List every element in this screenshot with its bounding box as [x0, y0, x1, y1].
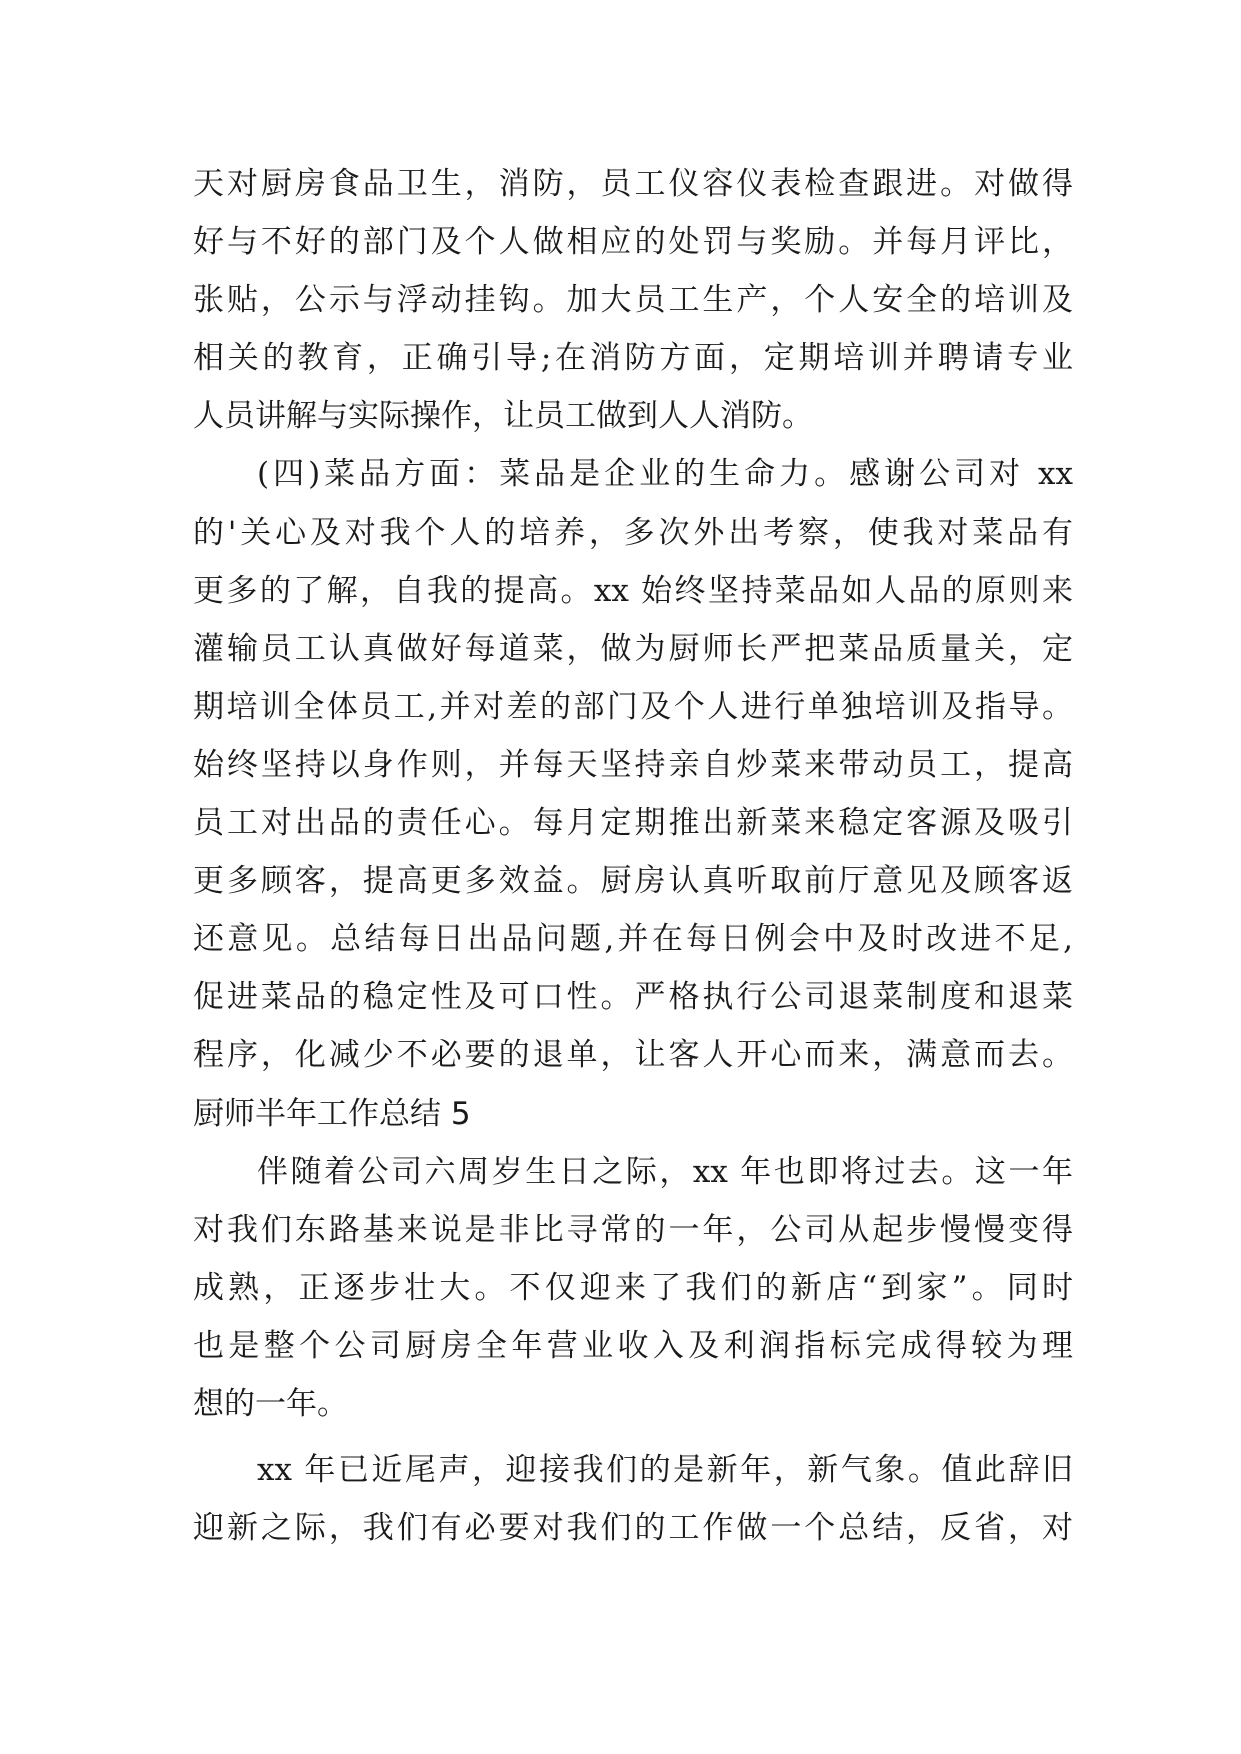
- text-line: 天对厨房食品卫生，消防，员工仪容仪表检查跟进。对做得: [193, 166, 1073, 202]
- text-line: 张贴，公示与浮动挂钩。加大员工生产，个人安全的培训及: [193, 282, 1073, 319]
- text-line: xx 年已近尾声，迎接我们的是新年，新气象。值此辞旧: [257, 1452, 1073, 1489]
- paragraph-kitchen-hygiene: [193, 155, 1073, 445]
- text-line: 灌输员工认真做好每道菜，做为厨师长严把菜品质量关，定: [193, 630, 1073, 667]
- text-line: (四)菜品方面：菜品是企业的生命力。感谢公司对 xx: [257, 456, 1073, 493]
- text-line: 成熟，正逐步壮大。不仅迎来了我们的新店“到家”。同时: [193, 1269, 1073, 1306]
- text-line: 想的一年。: [193, 1385, 348, 1422]
- text-line: 始终坚持以身作则，并每天坚持亲自炒菜来带动员工，提高: [193, 746, 1073, 783]
- text-line: 好与不好的部门及个人做相应的处罚与奖励。并每月评比，: [193, 224, 1073, 261]
- text-line: 对我们东路基来说是非比寻常的一年，公司从起步慢慢变得: [193, 1211, 1073, 1248]
- text-line: 也是整个公司厨房全年营业收入及利润指标完成得较为理: [193, 1327, 1073, 1364]
- section-heading: 厨师半年工作总结 5: [193, 1095, 471, 1132]
- text-line: 促进菜品的稳定性及可口性。严格执行公司退菜制度和退菜: [193, 979, 1073, 1016]
- document-body: [193, 155, 1073, 1557]
- text-line: 程序，化减少不必要的退单，让客人开心而来，满意而去。: [193, 1037, 1073, 1074]
- text-line: 更多的了解，自我的提高。xx 始终坚持菜品如人品的原则来: [193, 572, 1073, 609]
- text-line: 还意见。总结每日出品问题,并在每日例会中及时改进不足,: [193, 921, 1073, 958]
- text-line: 期培训全体员工,并对差的部门及个人进行单独培训及指导。: [193, 688, 1073, 725]
- text-line: 的'关心及对我个人的培养，多次外出考察，使我对菜品有: [193, 514, 1073, 551]
- paragraph-gap: [193, 1433, 1073, 1441]
- text-line: 迎新之际，我们有必要对我们的工作做一个总结，反省，对: [193, 1510, 1073, 1547]
- paragraph-year-end: [193, 1441, 1073, 1557]
- paragraph-dishes: [193, 445, 1073, 1084]
- text-line: 人员讲解与实际操作，让员工做到人人消防。: [193, 398, 813, 435]
- text-line: 更多顾客，提高更多效益。厨房认真听取前厅意见及顾客返: [193, 863, 1073, 900]
- text-line: 伴随着公司六周岁生日之际，xx 年也即将过去。这一年: [257, 1153, 1073, 1190]
- text-line: 员工对出品的责任心。每月定期推出新菜来稳定客源及吸引: [193, 805, 1073, 842]
- text-line: 相关的教育，正确引导;在消防方面，定期培训并聘请专业: [193, 340, 1073, 377]
- paragraph-company-anniversary: [193, 1143, 1073, 1433]
